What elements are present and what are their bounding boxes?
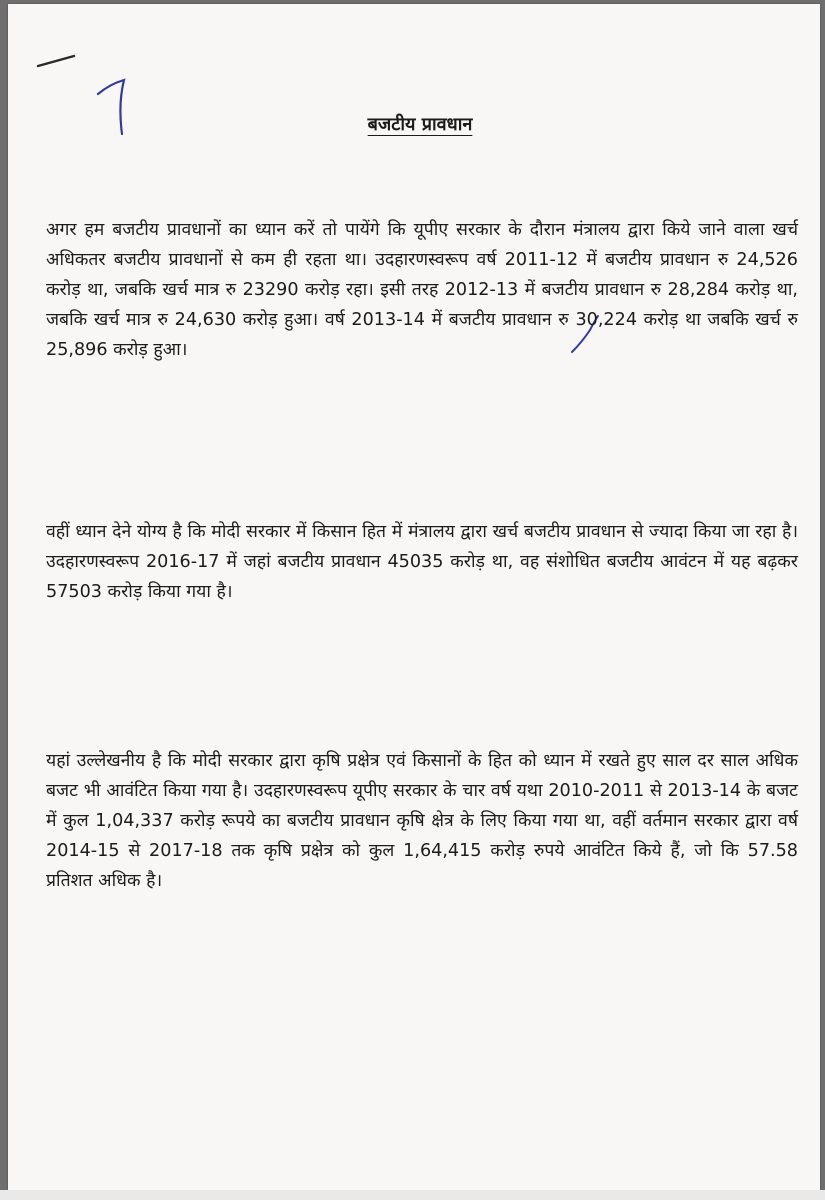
handwritten-page-number (88, 74, 148, 144)
paragraph-budget-allocation-comparison: यहां उल्लेखनीय है कि मोदी सरकार द्वारा कृषि प्रक्षेत्र एवं किसानों के हित को ध्यान में रखते हुए साल दर साल अधिक बजट भी आवंटित किया गया है। उदहारणस्वरूप यूपीए सरकार के चार वर्ष यथा 2010-2011 से 2013-14 के बजट में कुल 1,04,337 करोड़ रूपये का बजटीय प्रावधान कृषि क्षेत्र के लिए किया गया था, वहीं वर्तमान सरकार द्वारा वर्ष 2014-15 से 2017-18 तक कृषि प्रक्षेत्र को कुल 1,64,415 करोड़ रुपये आवंटित किये हैं, जो कि 57.58 प्रतिशत अधिक है। (46, 751, 798, 891)
paragraph-budget-spending-modi: वहीं ध्यान देने योग्य है कि मोदी सरकार में किसान हित में मंत्रालय द्वारा खर्च बजटीय प्रावधान से ज्यादा किया जा रहा है। उदहारणस्वरूप 2016-17 में जहां बजटीय प्रावधान 45035 करोड़ था, वह संशोधित बजटीय आवंटन में यह बढ़कर 57503 करोड़ किया गया है। (46, 522, 798, 602)
scan-bottom-edge (0, 1190, 825, 1200)
document-title (308, 112, 532, 136)
document-page (8, 4, 820, 1190)
pen-dash-mark (30, 44, 90, 74)
paragraph-budget-spending-upa: अगर हम बजटीय प्रावधानों का ध्यान करें तो पायेंगे कि यूपीए सरकार के दौरान मंत्रालय द्वारा किये जाने वाला खर्च अधिकतर बजटीय प्रावधानों से कम ही रहता था। उदहारणस्वरूप वर्ष 2011-12 में बजटीय प्रावधान रु 24,526 करोड़ था, जबकि खर्च मात्र रु 23290 करोड़ रहा। इसी तरह 2012-13 में बजटीय प्रावधान रु 28,284 करोड़ था, जबकि खर्च मात्र रु 24,630 करोड़ हुआ। वर्ष 2013-14 में बजटीय प्रावधान रु 30,224 करोड़ था जबकि खर्च रु 25,896 करोड़ हुआ। (46, 220, 798, 360)
document-title-text: बजटीय प्रावधान (367, 114, 473, 135)
